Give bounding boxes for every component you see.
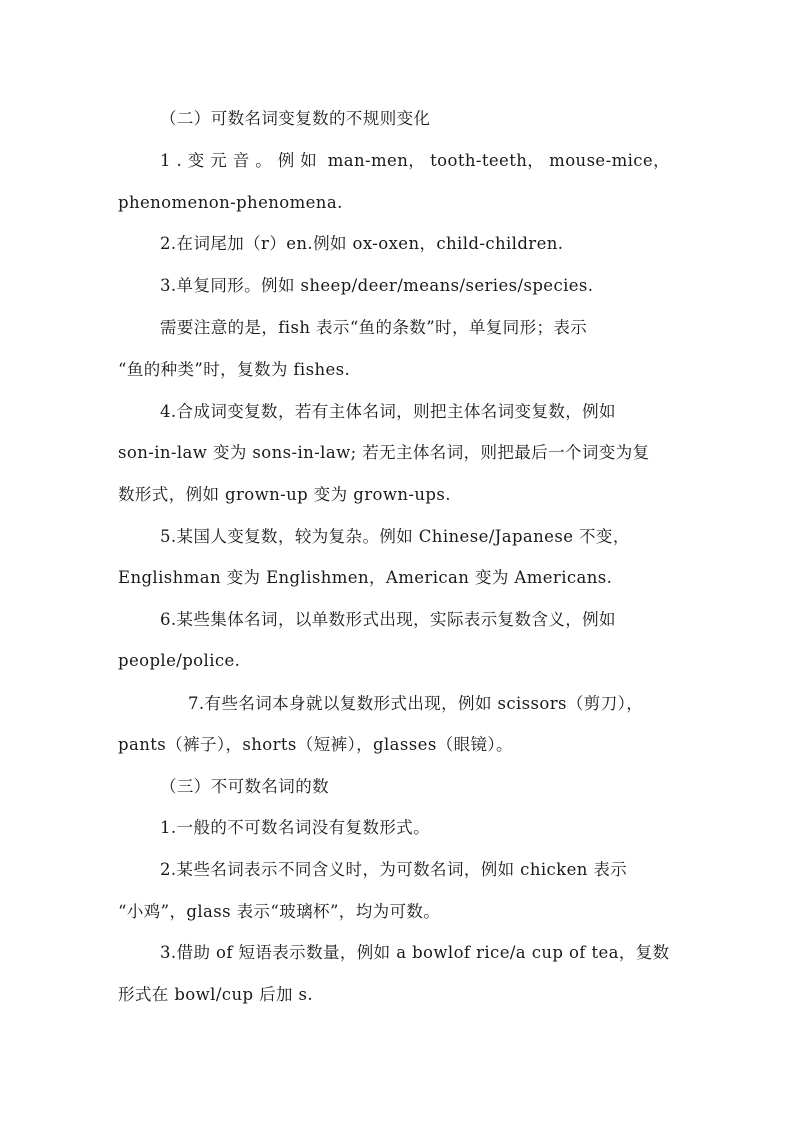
paragraph-same-form: 3.单复同形。例如 sheep/deer/means/series/species. — [160, 276, 594, 295]
paragraph-vowel-change-line2: phenomenon-phenomena. — [118, 193, 343, 212]
paragraph-different-meaning-line1: 2.某些名词表示不同含义时，为可数名词，例如 chicken 表示 — [160, 860, 628, 879]
paragraph-nationality-line2: Englishman 变为 Englishmen，American 变为 Americans. — [118, 568, 613, 587]
paragraph-compound-line1: 4.合成词变复数，若有主体名词，则把主体名词变复数，例如 — [160, 402, 616, 421]
text-run: tooth-teeth， — [430, 151, 545, 170]
paragraph-plural-only-line1: 7.有些名词本身就以复数形式出现，例如 scissors（剪刀）， — [188, 694, 644, 713]
paragraph-compound-line3: 数形式，例如 grown-up 变为 grown-ups. — [118, 485, 451, 504]
section-heading-irregular-plurals: （二）可数名词变复数的不规则变化 — [160, 109, 431, 128]
paragraph-of-phrase-line1: 3.借助 of 短语表示数量，例如 a bowlof rice/a cup of tea，复数 — [160, 943, 670, 962]
paragraph-different-meaning-line2: “小鸡”，glass 表示“玻璃杯”，均为可数。 — [118, 902, 441, 921]
paragraph-vowel-change-line1 — [160, 149, 670, 173]
text-run: mouse-mice， — [549, 151, 670, 170]
text-run: man-men， — [327, 151, 426, 170]
paragraph-add-en: 2.在词尾加（r）en.例如 ox-oxen，child-children. — [160, 234, 564, 253]
paragraph-of-phrase-line2: 形式在 bowl/cup 后加 s. — [118, 985, 314, 1004]
paragraph-fish-note-line1: 需要注意的是，fish 表示“鱼的条数”时，单复同形；表示 — [160, 318, 588, 337]
section-heading-uncountable: （三）不可数名词的数 — [160, 777, 329, 796]
paragraph-nationality-line1: 5.某国人变复数，较为复杂。例如 Chinese/Japanese 不变， — [160, 527, 630, 546]
text-run: 1.变元音。例如 — [160, 151, 323, 170]
paragraph-uncountable-no-plural: 1.一般的不可数名词没有复数形式。 — [160, 818, 431, 837]
paragraph-collective-line1: 6.某些集体名词，以单数形式出现，实际表示复数含义，例如 — [160, 610, 616, 629]
paragraph-collective-line2: people/police. — [118, 651, 241, 670]
paragraph-compound-line2: son-in-law 变为 sons-in-law; 若无主体名词，则把最后一个词变为复 — [118, 443, 650, 462]
paragraph-plural-only-line2: pants（裤子），shorts（短裤），glasses（眼镜）。 — [118, 735, 513, 754]
paragraph-fish-note-line2: “鱼的种类”时，复数为 fishes. — [118, 360, 351, 379]
